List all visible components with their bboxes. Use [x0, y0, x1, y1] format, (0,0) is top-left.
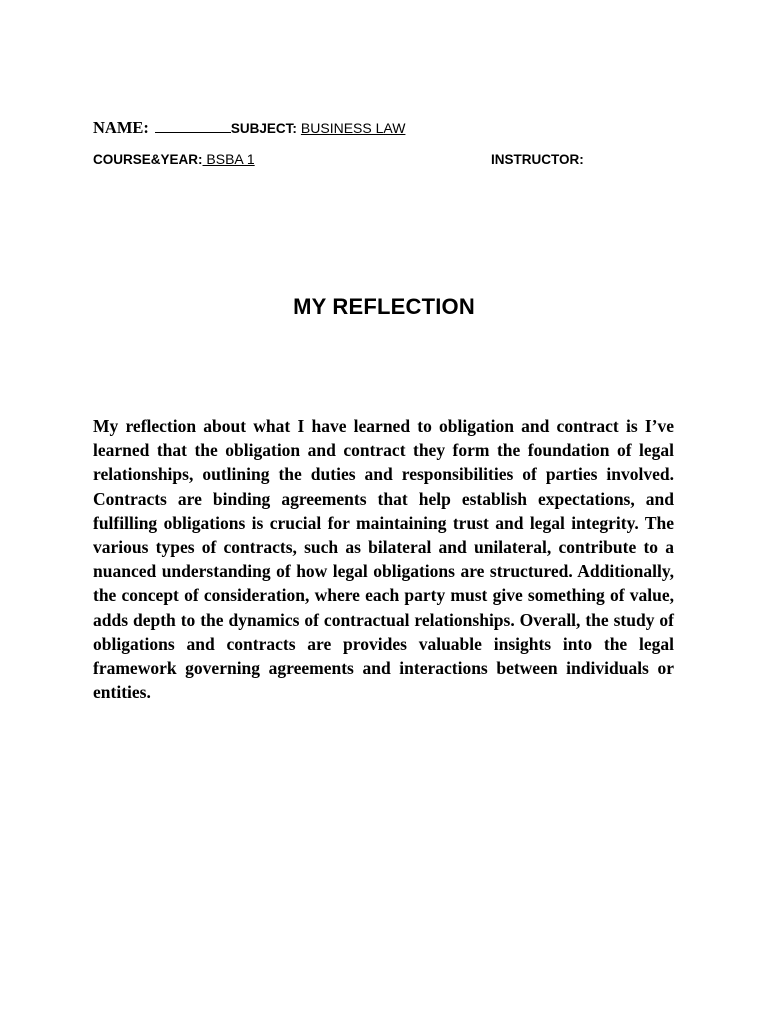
instructor-label: INSTRUCTOR:	[491, 152, 584, 167]
course-value: BSBA 1	[202, 151, 255, 167]
name-blank-line	[155, 131, 231, 133]
subject-value: BUSINESS LAW	[300, 120, 406, 136]
page-title: MY REFLECTION	[293, 294, 475, 319]
reflection-paragraph: My reflection about what I have learned to obligation and contract is I’ve learned that the obligation and contract they form the foundation of legal relationships, outlining the duties and responsibilities of parties involved. Contracts are binding agreements that help establish expectations, and fulfilling obligations is crucial for maintaining trust and legal integrity. The various types of contracts, such as bilateral and unilateral, contribute to a nuanced understanding of how legal obligations are structured. Additionally, the concept of consideration, where each party must give something of value, adds depth to the dynamics of contractual relationships. Overall, the study of obligations and contracts are provides valuable insights into the legal framework governing agreements and interactions between individuals or entities.	[93, 416, 674, 703]
instructor-field	[491, 151, 584, 169]
course-label: COURSE&YEAR:	[93, 152, 203, 167]
header-row-name-subject	[93, 118, 405, 138]
header-row-course	[93, 151, 255, 169]
subject-label: SUBJECT:	[230, 121, 297, 136]
name-label: NAME:	[93, 118, 149, 137]
